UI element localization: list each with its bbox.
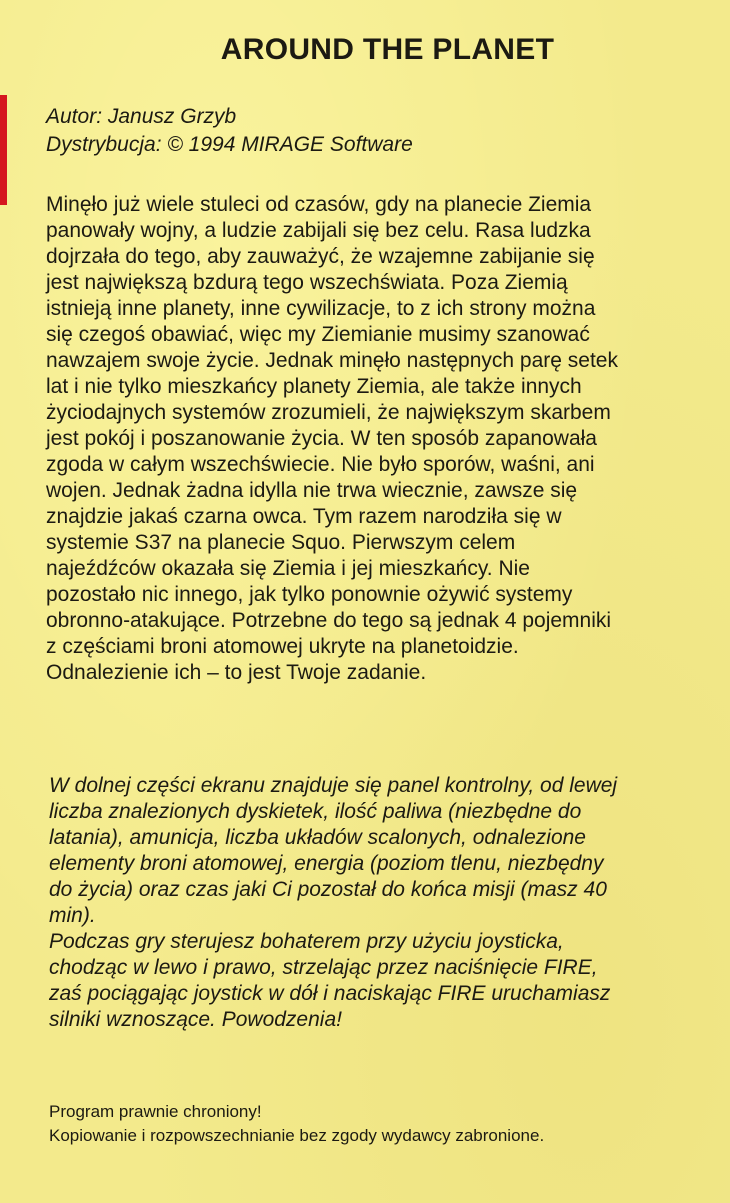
instruction-line: liczba znalezionych dyskietek, ilość paliwa (niezbędne do [49, 800, 582, 823]
story-line: jest największą bzdurą tego wszechświata. Poza Ziemią [46, 271, 568, 294]
story-line: się czegoś obawiać, więc my Ziemianie musimy szanować [46, 323, 590, 346]
instruction-line: zaś pociągając joystick w dół i naciskając FIRE uruchamiasz [49, 982, 611, 1005]
page-title: AROUND THE PLANET [220, 33, 555, 66]
author-line: Autor: Janusz Grzyb [46, 105, 237, 128]
story-line: jest pokój i poszanowanie życia. W ten sposób zapanowała [46, 427, 597, 450]
instruction-line: silniki wznoszące. Powodzenia! [49, 1008, 342, 1031]
instruction-line: do życia) oraz czas jaki Ci pozostał do końca misji (masz 40 [49, 878, 607, 901]
legal-line: Program prawnie chroniony! [49, 1102, 262, 1121]
instruction-line: W dolnej części ekranu znajduje się panel kontrolny, od lewej [49, 774, 618, 797]
story-line: istnieją inne planety, inne cywilizacje, to z ich strony można [46, 297, 596, 320]
instruction-line: Podczas gry sterujesz bohaterem przy użyciu joysticka, [49, 930, 564, 953]
story-line: życiodajnych systemów zrozumieli, że największym skarbem [46, 401, 611, 424]
story-line: dojrzała do tego, aby zauważyć, że wzajemne zabijanie się [46, 245, 595, 268]
story-line: zgoda w całym wszechświecie. Nie było sporów, waśni, ani [46, 453, 595, 476]
story-line: najeźdźców okazała się Ziemia i jej mieszkańcy. Nie [46, 557, 530, 580]
instruction-line: latania), amunicja, liczba układów scalonych, odnalezione [49, 826, 586, 849]
distribution-line: Dystrybucja: © 1994 MIRAGE Software [46, 133, 413, 156]
story-line: wojen. Jednak żadna idylla nie trwa wiecznie, zawsze się [46, 479, 578, 502]
instruction-line: chodząc w lewo i prawo, strzelając przez naciśnięcie FIRE, [49, 956, 598, 979]
instructions-paragraph [49, 773, 730, 1033]
instruction-line: elementy broni atomowej, energia (poziom tlenu, niezbędny [49, 852, 604, 875]
story-line: z częściami broni atomowej ukryte na planetoidzie. [46, 635, 519, 658]
story-line: panowały wojny, a ludzie zabijali się bez celu. Rasa ludzka [46, 219, 591, 242]
instruction-line: min). [49, 904, 96, 927]
red-edge-strip [0, 95, 7, 205]
story-line: nawzajem swoje życie. Jednak minęło następnych parę setek [46, 349, 618, 372]
story-line: Odnalezienie ich – to jest Twoje zadanie. [46, 661, 427, 684]
story-line: Minęło już wiele stuleci od czasów, gdy na planecie Ziemia [46, 193, 592, 216]
story-line: lat i nie tylko mieszkańcy planety Ziemia, ale także innych [46, 375, 582, 398]
story-paragraph [46, 192, 730, 686]
credits-block [46, 103, 413, 159]
legal-notice [49, 1100, 730, 1148]
story-line: pozostało nic innego, jak tylko ponownie ożywić systemy [46, 583, 573, 606]
story-line: znajdzie jakaś czarna owca. Tym razem narodziła się w [46, 505, 562, 528]
story-line: obronno-atakujące. Potrzebne do tego są jednak 4 pojemniki [46, 609, 612, 632]
legal-line: Kopiowanie i rozpowszechnianie bez zgody wydawcy zabronione. [49, 1126, 545, 1145]
story-line: systemie S37 na planecie Squo. Pierwszym celem [46, 531, 516, 554]
